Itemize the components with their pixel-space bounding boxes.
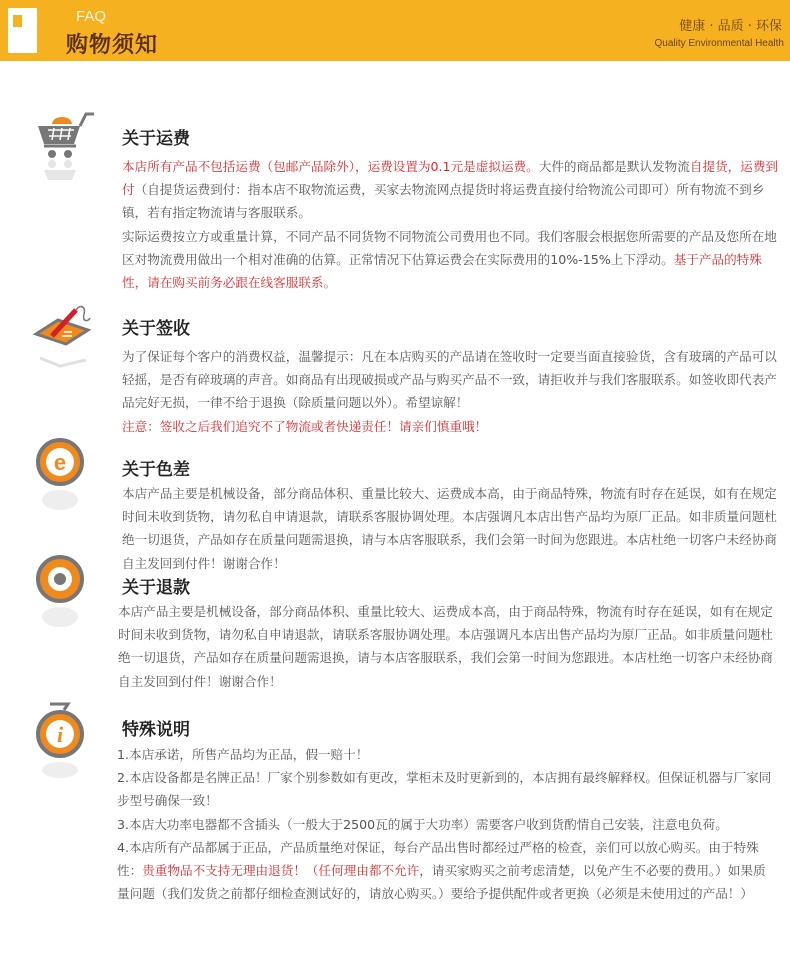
logo-square-icon — [8, 8, 37, 53]
section-body — [122, 345, 778, 438]
paragraph — [118, 600, 774, 693]
body-text: 大件的商品都是默认发物流 — [538, 159, 690, 174]
color-e-icon — [32, 436, 98, 516]
signature-pen-icon — [32, 300, 98, 380]
section-body — [122, 155, 778, 294]
body-text: （自提货运费到付：指本店不取物流运费，买家去物流网点提货时将运费直接付给物流公司即可）所有物流不到乡镇，若有指定物流请与客服联系。 — [122, 182, 765, 221]
section-body — [118, 600, 774, 693]
paragraph — [122, 225, 778, 295]
body-text: 4.本店所有产品都属于正品，产品质量绝对保证，每台产品出售时都经过严格的检查，亲们可以放心购买。由于特殊性： — [117, 839, 759, 879]
section-heading: 关于色差 — [122, 460, 190, 480]
faq-label: FAQ — [76, 8, 107, 25]
body-text: 本店产品主要是机械设备，部分商品体积、重量比较大、运费成本高，由于商品特殊，物流有时存在延误，如有在规定时间未收到货物，请勿私自申请退款，请联系客服协调处理。本店强调凡本店出售产品均为原厂正品。如非质量问题杜绝一切退货，产品如存在质量问题需退换，请与本店客服联系，我们会第一时间为您跟进。本店杜绝一切客户未经协商自主发回到付件！谢谢合作！ — [122, 486, 777, 571]
body-text: 2.本店设备都是名牌正品！厂家个别参数如有更改，掌柜未及时更新到的，本店拥有最终解释权。但保证机器与厂家同步型号确保一致！ — [117, 770, 772, 809]
highlight-text: 本店所有产品不包括运费（包邮产品除外），运费设置为0.1元是虚拟运费。 — [122, 159, 539, 174]
paragraph — [117, 766, 773, 812]
section-heading: 关于退款 — [122, 578, 190, 598]
section-body — [122, 482, 778, 575]
info-icon — [32, 700, 98, 780]
section-heading: 关于运费 — [122, 129, 190, 149]
paragraph — [117, 743, 773, 766]
body-text: 本店产品主要是机械设备，部分商品体积、重量比较大、运费成本高，由于商品特殊，物流有时存在延误，如有在规定时间未收到货物，请勿私自申请退款，请联系客服协调处理。本店强调凡本店出售产品均为原厂正品。如非质量问题杜绝一切退货，产品如存在质量问题需退换，请与本店客服联系，我们会第一时间为您跟进。本店杜绝一切客户未经协商自主发回到付件！谢谢合作！ — [118, 604, 773, 689]
shopping-cart-icon — [32, 112, 98, 192]
page-title: 购物须知 — [66, 33, 159, 58]
body-text: 为了保证每个客户的消费权益，温馨提示：凡在本店购买的产品请在签收时一定要当面直接验货，含有玻璃的产品可以轻摇，是否有碎玻璃的声音。如商品有出现破损或产品与购买产品不一致，请拒收并与我们客服联系。如签收即代表产品完好无损，一律不给于退换（除质量问题以外）。希望谅解！ — [122, 349, 777, 411]
highlight-text: 基于产品的特殊性，请在购买前务必跟在线客服联系。 — [122, 251, 762, 291]
highlight-text: 注意：签收之后我们追究不了物流或者快递责任！请亲们慎重哦！ — [122, 418, 488, 434]
highlight-text: 贵重物品不支持无理由退货！（任何理由都不允许 — [142, 863, 420, 879]
section-heading: 关于签收 — [122, 319, 190, 339]
refund-at-icon — [32, 553, 98, 633]
faq-banner — [0, 0, 790, 61]
svg-text:e: e — [53, 450, 67, 475]
section-heading: 特殊说明 — [122, 720, 190, 740]
paragraph — [122, 345, 778, 415]
body-text: ，请买家购买之前考虑清楚，以免产生不必要的费用。）如果质量问题（我们发货之前都仔细检查测试好的，请放心购买。）要给予提供配件或者更换（必须是未使用过的产品！） — [117, 863, 766, 902]
highlight-text: 自提货，运费到付 — [122, 159, 779, 198]
body-text: 3.本店大功率电器都不含插头（一般大于2500瓦的属于大功率）需要客户收到货酌情自己安装，注意电负荷。 — [117, 816, 728, 832]
paragraph — [122, 415, 778, 438]
paragraph — [122, 155, 778, 225]
slogan: 健康 · 品质 · 环保 — [679, 19, 782, 34]
paragraph — [117, 813, 773, 836]
body-text: 1.本店承诺，所售产品均为正品，假一赔十！ — [117, 747, 369, 762]
slogan-english: Quality Environmental Health — [654, 38, 784, 49]
section-body — [117, 743, 773, 905]
paragraph — [122, 482, 778, 575]
svg-text:i: i — [56, 722, 64, 747]
paragraph — [117, 836, 773, 906]
body-text: 实际运费按立方或重量计算，不同产品不同货物不同物流公司费用也不同。我们客服会根据您所需要的产品及您所在地区对物流费用做出一个相对准确的估算。正常情况下估算运费会在实际费用的10%-15%上下浮动。 — [122, 228, 777, 267]
